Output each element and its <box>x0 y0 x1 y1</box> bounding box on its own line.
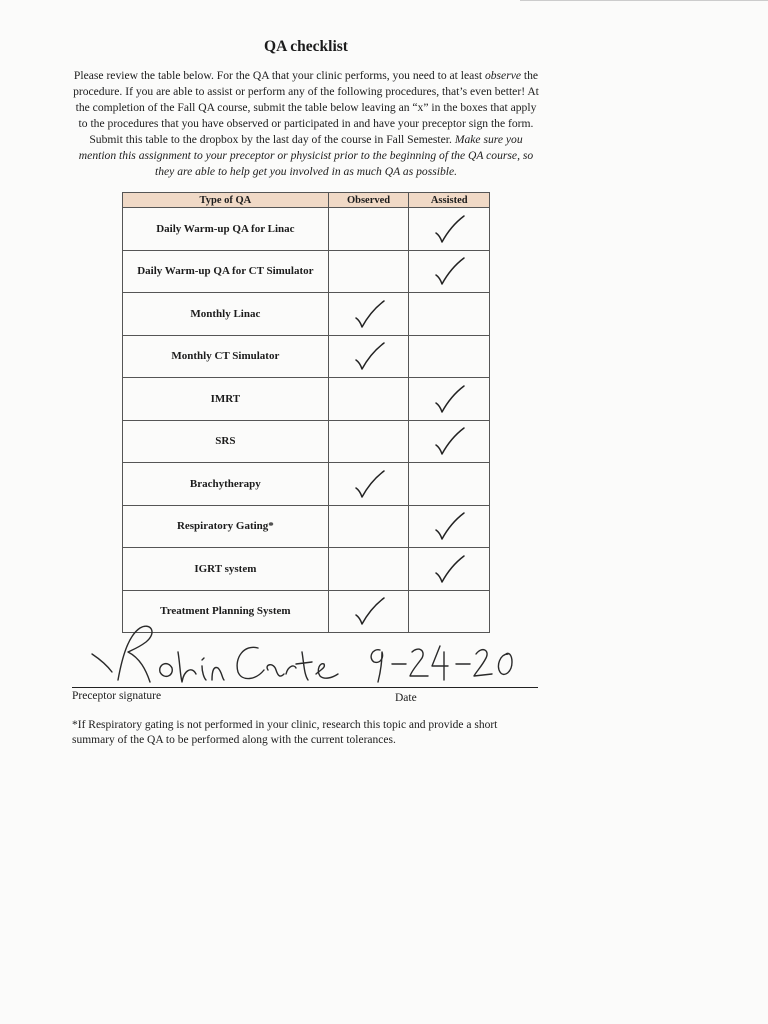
handwritten-signature <box>88 618 358 690</box>
assisted-cell <box>409 208 490 251</box>
handwritten-date <box>362 640 522 686</box>
qa-type-cell: SRS <box>123 420 329 463</box>
footnote: *If Respiratory gating is not performed in your clinic, research this topic and provide a short summary of the QA to be performed along with the current tolerances. <box>72 719 498 746</box>
observed-cell <box>328 208 409 251</box>
assisted-cell <box>409 463 490 506</box>
intro-paragraph <box>72 68 540 180</box>
assisted-cell <box>409 548 490 591</box>
table-row <box>123 505 490 548</box>
preceptor-signature-label: Preceptor signature <box>72 690 162 702</box>
qa-type-cell: Daily Warm-up QA for Linac <box>123 208 329 251</box>
header-type: Type of QA <box>123 193 329 208</box>
qa-type-cell: IMRT <box>123 378 329 421</box>
table-row <box>123 335 490 378</box>
table-row <box>123 250 490 293</box>
table-row <box>123 378 490 421</box>
intro-italic-2: Make sure you mention this assignment to your preceptor or physicist prior to the beginning of the QA course, so they are able to help get you involved in as much QA as possible. <box>78 133 534 178</box>
checkmark-icon <box>352 340 386 372</box>
observed-cell <box>328 335 409 378</box>
intro-text-2: the procedure. If you are able to assist or perform any of the following procedures, that’s even better! At the completion of the Fall QA course, submit the table below leaving an “x” in the boxes that apply to the procedures that you have observed or participated in and have your preceptor sign the form. Submit this table to the dropbox by the last day of the course in Fall Semester. <box>73 69 539 146</box>
assisted-cell <box>409 250 490 293</box>
checkmark-icon <box>432 213 466 245</box>
header-assisted: Assisted <box>409 193 490 208</box>
qa-table <box>122 192 490 633</box>
observed-cell <box>328 250 409 293</box>
qa-type-cell: IGRT system <box>123 548 329 591</box>
observed-cell <box>328 548 409 591</box>
qa-type-cell: Monthly Linac <box>123 293 329 336</box>
table-header-row <box>123 193 490 208</box>
assisted-cell <box>409 420 490 463</box>
qa-type-cell: Brachytherapy <box>123 463 329 506</box>
assisted-cell <box>409 335 490 378</box>
qa-type-cell: Respiratory Gating* <box>123 505 329 548</box>
table-row <box>123 208 490 251</box>
date-label: Date <box>395 692 417 704</box>
intro-italic-1: observe <box>484 69 522 82</box>
intro-text-1: Please review the table below. For the QA that your clinic performs, you need to at least <box>73 69 485 82</box>
observed-cell <box>328 378 409 421</box>
qa-type-cell: Daily Warm-up QA for CT Simulator <box>123 250 329 293</box>
table-row <box>123 420 490 463</box>
observed-cell <box>328 293 409 336</box>
checkmark-icon <box>432 510 466 542</box>
header-observed: Observed <box>328 193 409 208</box>
table-body <box>123 208 490 633</box>
checkmark-icon <box>432 255 466 287</box>
assisted-cell <box>409 293 490 336</box>
qa-type-cell: Monthly CT Simulator <box>123 335 329 378</box>
checkmark-icon <box>432 383 466 415</box>
observed-cell <box>328 420 409 463</box>
observed-cell <box>328 463 409 506</box>
checkmark-icon <box>352 468 386 500</box>
table-row <box>123 463 490 506</box>
qa-type-cell: Treatment Planning System <box>123 590 329 633</box>
checkmark-icon <box>352 298 386 330</box>
assisted-cell <box>409 378 490 421</box>
scan-edge-line <box>520 0 768 1</box>
assisted-cell <box>409 590 490 633</box>
observed-cell <box>328 505 409 548</box>
table-row <box>123 293 490 336</box>
page-title: QA checklist <box>264 38 348 55</box>
signature-line <box>72 687 538 688</box>
checkmark-icon <box>432 425 466 457</box>
assisted-cell <box>409 505 490 548</box>
table-row <box>123 548 490 591</box>
checkmark-icon <box>432 553 466 585</box>
